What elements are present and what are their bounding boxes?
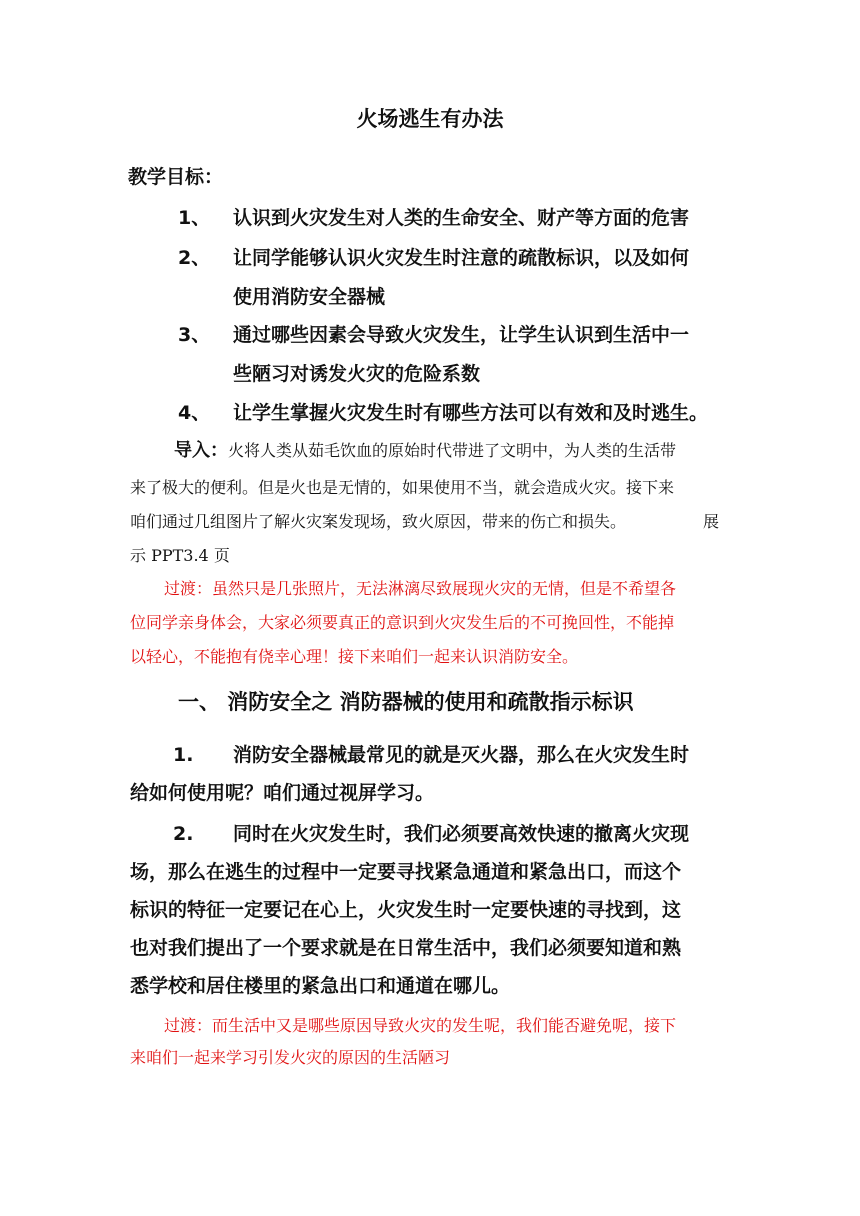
objective-text: 使用消防安全器械	[233, 286, 386, 308]
item-text: 同时在火灾发生时，我们必须要高效快速的撤离火灾现	[233, 823, 690, 845]
intro-text: 火将人类从茹毛饮血的原始时代带进了文明中，为人类的生活带	[228, 441, 677, 460]
objective-number: 1、	[178, 207, 211, 229]
section-heading: 一、 消防安全之 消防器械的使用和疏散指示标识	[178, 690, 634, 714]
transition-text: 来咱们一起来学习引发火灾的原因的生活陋习	[130, 1048, 451, 1067]
item-text: 标识的特征一定要记在心上，火灾发生时一定要快速的寻找到，这	[130, 899, 682, 921]
item-text: 悉学校和居住楼里的紧急出口和通道在哪儿。	[130, 975, 511, 997]
item-text: 给如何使用呢？咱们通过视屏学习。	[130, 782, 435, 804]
objective-text: 让学生掌握火灾发生时有哪些方法可以有效和及时逃生。	[233, 402, 709, 424]
intro-first-line	[174, 436, 676, 462]
transition-text: 以轻心，不能抱有侥幸心理！接下来咱们一起来认识消防安全。	[130, 647, 579, 666]
objective-number: 4、	[178, 402, 211, 424]
intro-text: 来了极大的便利。但是火也是无情的，如果使用不当，就会造成火灾。接下来	[130, 478, 675, 497]
objectives-label: 教学目标：	[128, 166, 224, 188]
transition-text: 过渡：虽然只是几张照片，无法淋漓尽致展现火灾的无情，但是不希望各	[164, 579, 677, 598]
objective-text: 让同学能够认识火灾发生时注意的疏散标识，以及如何	[233, 247, 690, 269]
item-number: 1.	[173, 744, 194, 766]
intro-text: 展	[703, 512, 720, 531]
document-title: 火场逃生有办法	[356, 107, 504, 131]
objective-text: 些陋习对诱发火灾的危险系数	[233, 363, 481, 385]
transition-text: 位同学亲身体会，大家必须要真正的意识到火灾发生后的不可挽回性，不能掉	[130, 613, 675, 632]
objective-number: 3、	[178, 324, 211, 346]
intro-label: 导入：	[174, 440, 228, 461]
numbered-item-first-line	[173, 740, 689, 767]
numbered-item-first-line	[173, 819, 689, 846]
item-number: 2.	[173, 823, 194, 845]
item-text: 也对我们提出了一个要求就是在日常生活中，我们必须要知道和熟	[130, 937, 682, 959]
objective-text: 通过哪些因素会导致火灾发生，让学生认识到生活中一	[233, 324, 690, 346]
transition-text: 过渡：而生活中又是哪些原因导致火灾的发生呢，我们能否避免呢，接下	[164, 1016, 677, 1035]
intro-text: 咱们通过几组图片了解火灾案发现场，致火原因，带来的伤亡和损失。	[130, 512, 627, 531]
item-text: 场，那么在逃生的过程中一定要寻找紧急通道和紧急出口，而这个	[130, 861, 682, 883]
intro-text: 示 PPT3.4 页	[130, 546, 230, 565]
objective-number: 2、	[178, 247, 211, 269]
item-text: 消防安全器械最常见的就是灭火器，那么在火灾发生时	[233, 744, 690, 766]
objective-text: 认识到火灾发生对人类的生命安全、财产等方面的危害	[233, 207, 690, 229]
